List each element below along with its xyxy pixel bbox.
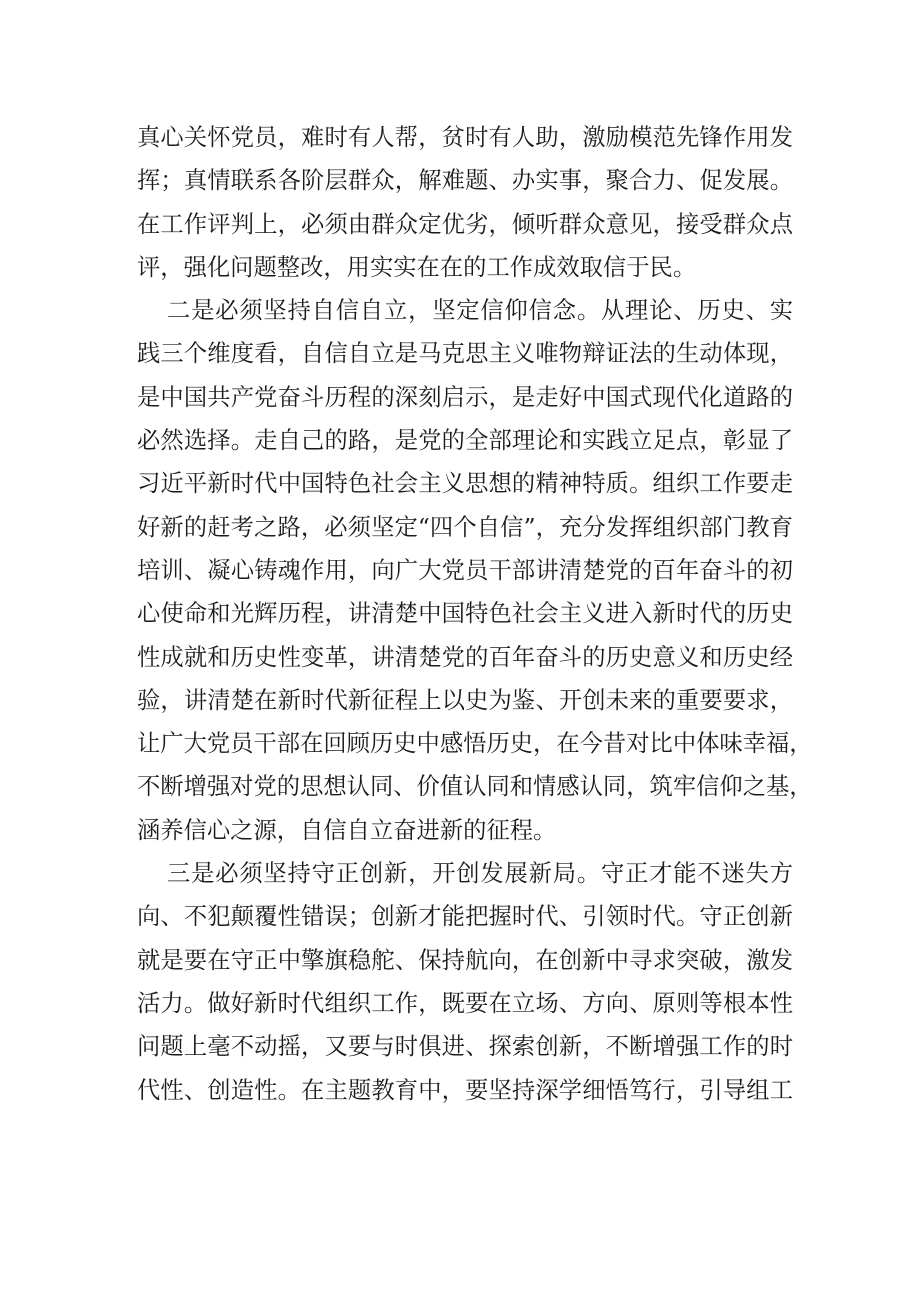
text-line: 向、不犯颠覆性错误；创新才能把握时代、引领时代。守正创新 (137, 903, 793, 931)
text-line: 真心关怀党员，难时有人帮，贫时有人助，激励模范先锋作用发 (137, 124, 793, 151)
text-line: 活力。做好新时代组织工作，既要在立场、方向、原则等根本性 (137, 989, 793, 1017)
text-line: 性成就和历史性变革，讲清楚党的百年奋斗的历史意义和历史经 (137, 643, 793, 671)
text-line: 验，讲清楚在新时代新征程上以史为鉴、开创未来的重要要求， (137, 686, 793, 714)
text-line: 是中国共产党奋斗历程的深刻启示，是走好中国式现代化道路的 (137, 383, 793, 411)
text-line: 挥；真情联系各阶层群众，解难题、办实事，聚合力、促发展。 (137, 167, 793, 195)
text-line: 在工作评判上，必须由群众定优劣，倾听群众意见，接受群众点 (137, 210, 793, 238)
text-line: 涵养信心之源，自信自立奋进新的征程。 (137, 816, 557, 844)
text-line: 心使命和光辉历程，讲清楚中国特色社会主义进入新时代的历史 (137, 600, 793, 628)
text-line: 培训、凝心铸魂作用，向广大党员干部讲清楚党的百年奋斗的初 (137, 556, 793, 584)
text-line: 问题上毫不动摇，又要与时俱进、探索创新，不断增强工作的时 (137, 1033, 793, 1061)
text-line: 让广大党员干部在回顾历史中感悟历史，在今昔对比中体味幸福， (137, 730, 813, 758)
text-line: 好新的赶考之路，必须坚定“四个自信”，充分发挥组织部门教育 (137, 513, 793, 541)
text-line: 代性、创造性。在主题教育中，要坚持深学细悟笃行，引导组工 (137, 1076, 793, 1104)
paragraph-start-line: 三是必须坚持守正创新，开创发展新局。守正才能不迷失方 (167, 860, 793, 888)
text-line: 就是要在守正中擎旗稳舵、保持航向，在创新中寻求突破，激发 (137, 946, 793, 974)
paragraph-start-line: 二是必须坚持自信自立，坚定信仰信念。从理论、历史、实 (167, 297, 793, 325)
text-line: 不断增强对党的思想认同、价值认同和情感认同，筑牢信仰之基， (137, 773, 813, 801)
text-line: 评，强化问题整改，用实实在在的工作成效取信于民。 (137, 253, 697, 281)
text-line: 习近平新时代中国特色社会主义思想的精神特质。组织工作要走 (137, 470, 793, 498)
document-body (137, 116, 813, 1112)
text-line: 必然选择。走自己的路，是党的全部理论和实践立足点，彰显了 (137, 427, 793, 455)
text-line: 践三个维度看，自信自立是马克思主义唯物辩证法的生动体现， (137, 340, 793, 368)
